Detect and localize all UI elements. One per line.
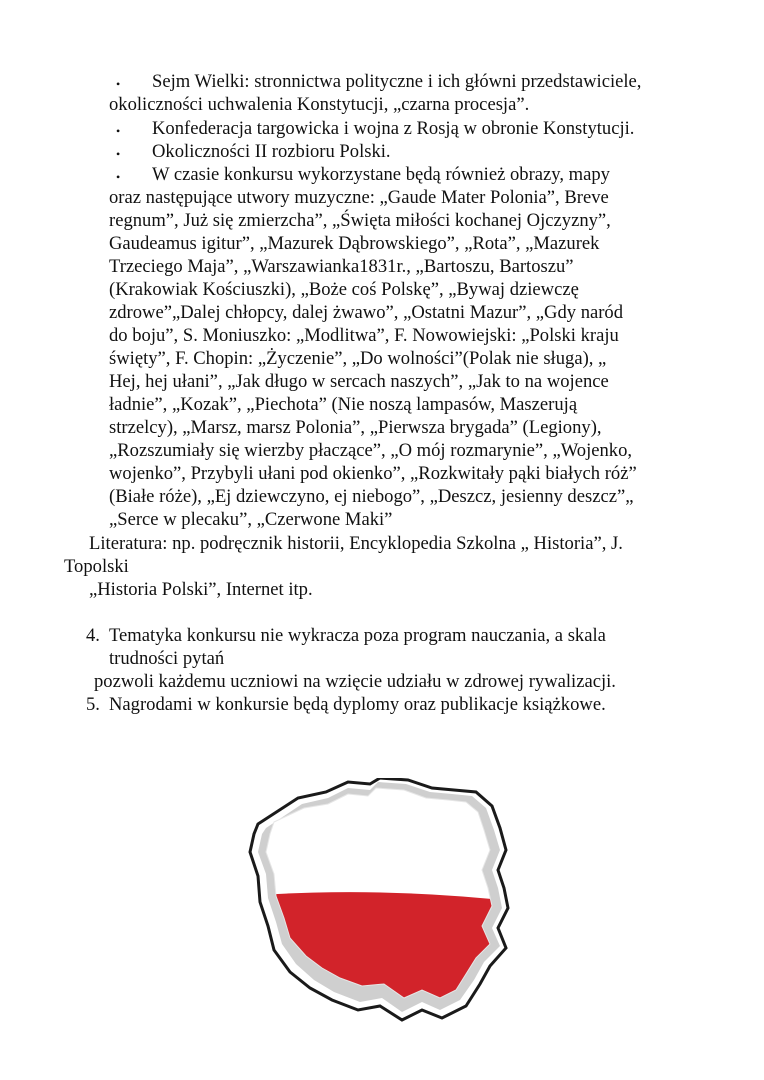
bullet-marker: •: [116, 77, 121, 91]
bullet-text: Konfederacja targowicka i wojna z Rosją w obronie Konstytucji.: [152, 118, 635, 139]
literature-text: Literatura: np. podręcznik historii, Encyklopedia Szkolna „ Historia”, J.: [89, 533, 623, 554]
bullet-text: zdrowe”„Dalej chłopcy, dalej żwawo”, „Ostatni Mazur”, „Gdy naród: [109, 302, 624, 323]
item-number: 5.: [86, 694, 100, 715]
bullet-text: do boju”, S. Moniuszko: „Modlitwa”, F. Nowowiejski: „Polski kraju: [109, 325, 619, 346]
bullet-marker: •: [116, 147, 121, 161]
bullet-text: wojenko”, Przybyli ułani pod okienko”, „Rozkwitały pąki białych róż”: [109, 463, 637, 484]
bullet-text: oraz następujące utwory muzyczne: „Gaude Mater Polonia”, Breve: [109, 187, 609, 208]
item-text: Nagrodami w konkursie będą dyplomy oraz publikacje książkowe.: [109, 694, 606, 715]
bullet-text: ładnie”, „Kozak”, „Piechota” (Nie noszą lampasów, Maszerują: [109, 394, 578, 415]
item-text: Tematyka konkursu nie wykracza poza program nauczania, a skala: [109, 625, 606, 646]
bullet-text: (Krakowiak Kościuszki), „Boże coś Polskę”, „Bywaj dziewczę: [109, 279, 579, 300]
bullet-text: „Serce w plecaku”, „Czerwone Maki”: [109, 509, 393, 530]
bullet-text: W czasie konkursu wykorzystane będą również obrazy, mapy: [152, 164, 610, 185]
bullet-text: okoliczności uchwalenia Konstytucji, „czarna procesja”.: [109, 94, 530, 115]
bullet-text: Trzeciego Maja”, „Warszawianka1831r., „Bartoszu, Bartoszu”: [109, 256, 574, 277]
bullet-text: regnum”, Już się zmierzcha”, „Święta miłości kochanej Ojczyzny”,: [109, 210, 611, 231]
item-number: 4.: [86, 625, 100, 646]
literature-text: Topolski: [64, 556, 129, 577]
bullet-text: Sejm Wielki: stronnictwa polityczne i ich główni przedstawiciele,: [152, 71, 642, 92]
literature-text: „Historia Polski”, Internet itp.: [89, 579, 313, 600]
poland-flag-map-icon: [244, 778, 520, 1032]
bullet-text: Okoliczności II rozbioru Polski.: [152, 141, 391, 162]
bullet-text: strzelcy), „Marsz, marsz Polonia”, „Pierwsza brygada” (Legiony),: [109, 417, 602, 438]
bullet-text: święty”, F. Chopin: „Życzenie”, „Do wolności”(Polak nie sługa), „: [109, 348, 607, 369]
item-text: trudności pytań: [109, 648, 225, 669]
item-text: pozwoli każdemu uczniowi na wzięcie udziału w zdrowej rywalizacji.: [94, 671, 616, 692]
bullet-marker: •: [116, 170, 121, 184]
bullet-text: „Rozszumiały się wierzby płaczące”, „O mój rozmarynie”, „Wojenko,: [109, 440, 633, 461]
bullet-text: Gaudeamus igitur”, „Mazurek Dąbrowskiego”, „Rota”, „Mazurek: [109, 233, 600, 254]
bullet-marker: •: [116, 124, 121, 138]
bullet-text: Hej, hej ułani”, „Jak długo w sercach naszych”, „Jak to na wojence: [109, 371, 609, 392]
bullet-text: (Białe róże), „Ej dziewczyno, ej niebogo”, „Deszcz, jesienny deszcz”„: [109, 486, 634, 507]
